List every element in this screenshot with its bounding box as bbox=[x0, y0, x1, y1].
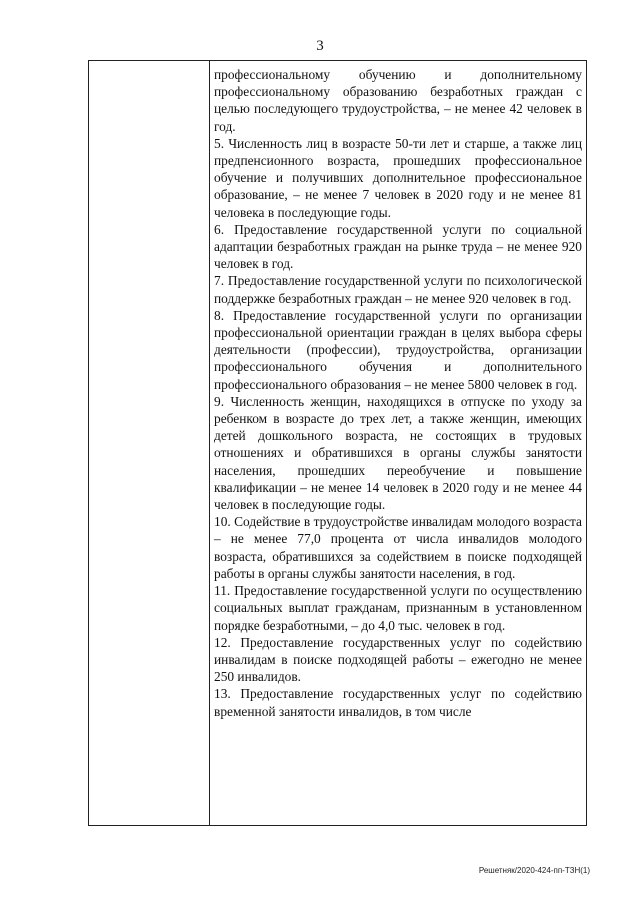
table-left-column bbox=[89, 61, 210, 825]
paragraph-item-6: 6. Предоставление государственной услуги по социальной адаптации безработных граждан на рынке труда – не менее 920 человек в год. bbox=[214, 221, 582, 272]
paragraph-item-7: 7. Предоставление государственной услуги по психологической поддержке безработных граждан – не менее 920 человек в год. bbox=[214, 273, 582, 306]
page-number: 3 bbox=[316, 38, 324, 54]
paragraph-item-13: 13. Предоставление государственных услуг по содействию временной занятости инвалидов, в том числе bbox=[214, 686, 582, 719]
paragraph-continuation: профессиональному обучению и дополнительному профессиональному образованию безработных граждан с целью последующего трудоустройства, – не менее 42 человек в год. bbox=[214, 67, 582, 134]
paragraph-item-5: 5. Численность лиц в возрасте 50-ти лет и старше, а также лиц предпенсионного возраста, прошедших профессиональное обучение и получивших дополнительное профессиональное образование, – не менее 7 человек в 2020 году и не менее 81 человека в последующие годы. bbox=[214, 135, 582, 220]
footer-stamp: Решетняк/2020-424-пп-ТЗН(1) bbox=[478, 866, 590, 875]
paragraph-item-8: 8. Предоставление государственной услуги по организации профессиональной ориентации граждан в целях выбора сферы деятельности (профессии), трудоустройства, организации профессионального обучения и дополнительного профессионального образования – не менее 5800 человек в год. bbox=[214, 307, 582, 392]
paragraph-item-10: 10. Содействие в трудоустройстве инвалидам молодого возраста – не менее 77,0 процента от числа инвалидов молодого возраста, обратившихся за содействием в поиске подходящей работы в органы службы занятости населения, в год. bbox=[214, 514, 582, 581]
table-right-column bbox=[210, 61, 586, 825]
paragraph-item-9: 9. Численность женщин, находящихся в отпуске по уходу за ребенком в возрасте до трех лет, а также женщин, имеющих детей дошкольного возраста, не состоящих в трудовых отношениях и обратившихся в органы службы занятости населения, прошедших переобучение и повышение квалификации – не менее 14 человек в 2020 году и не менее 44 человек в последующие годы. bbox=[214, 393, 582, 513]
document-table bbox=[88, 60, 587, 826]
paragraph-item-11: 11. Предоставление государственной услуги по осуществлению социальных выплат гражданам, признанным в установленном порядке безработными, – до 4,0 тыс. человек в год. bbox=[214, 583, 582, 633]
paragraph-item-12: 12. Предоставление государственных услуг по содействию инвалидам в поиске подходящей работы – ежегодно не менее 250 инвалидов. bbox=[214, 634, 582, 685]
